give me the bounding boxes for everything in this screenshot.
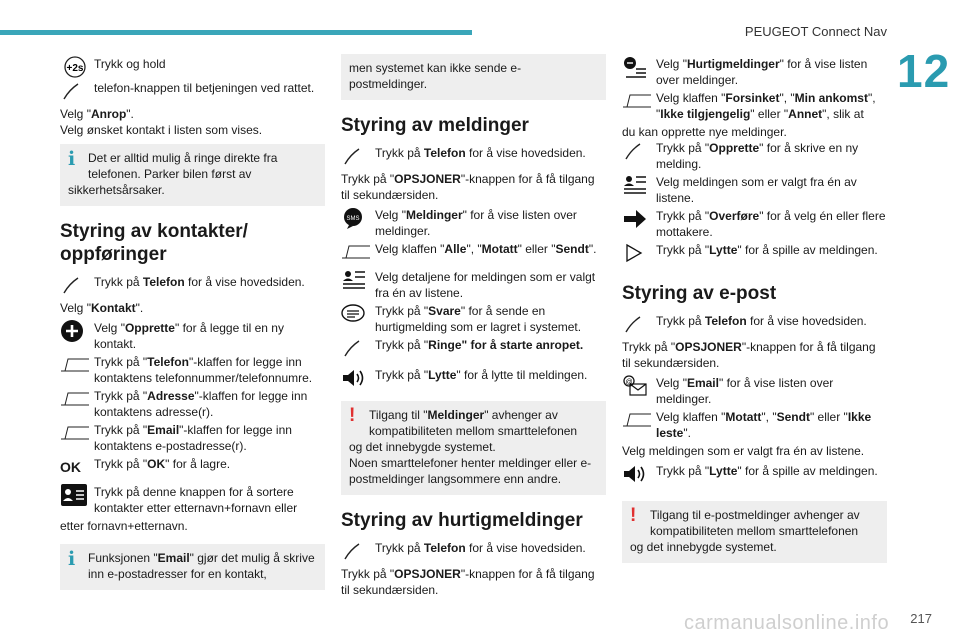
forward-arrow-icon — [622, 208, 656, 230]
svg-text:@: @ — [625, 379, 633, 386]
paragraph-options: Trykk på "OPSJONER"-knappen for å få tilgang til sekundærsiden. — [341, 172, 595, 202]
tap-icon — [341, 145, 375, 167]
tab-icon — [622, 90, 656, 112]
watermark: carmanualsonline.info — [684, 612, 890, 634]
tap-icon — [341, 337, 375, 359]
warning-icon: ! — [349, 405, 356, 426]
column-1 — [60, 56, 325, 598]
play-icon — [622, 242, 656, 264]
column-2 — [341, 56, 606, 602]
step-phone: Trykk på Telefon for å vise hovedsiden. — [341, 540, 606, 562]
step-text: telefon-knappen til betjeningen ved rattet. — [94, 81, 315, 95]
paragraph-options: Trykk på "OPSJONER"-knappen for å få tilgang til sekundærsiden. — [622, 340, 876, 370]
note-text-tail: og det innebygde systemet. — [630, 540, 777, 554]
chapter-number: 12 — [897, 45, 951, 97]
step-tab-quick: Velg klaffen "Forsinket", "Min ankomst", "Ikke tilgjengelig" eller "Annet", slik at — [622, 90, 887, 122]
sort-contacts-icon — [60, 484, 94, 506]
add-circle-icon — [60, 320, 94, 342]
step-ok: OK Trykk på "OK" for å lagre. — [60, 456, 325, 478]
sort-text-tail: etter fornavn+etternavn. — [60, 519, 188, 533]
info-note-continued: men systemet kan ikke sende e-postmeldinger. — [341, 54, 606, 100]
paragraph-options: Trykk på "OPSJONER"-knappen for å få tilgang til sekundærsiden. — [341, 567, 595, 597]
step-tab-email: Trykk på "Email"-klaffen for legge inn kontaktens e-postadresse(r). — [60, 422, 325, 454]
speaker-icon — [622, 463, 656, 485]
step-quick-messages: Velg "Hurtigmeldinger" for å vise listen over meldinger. — [622, 56, 887, 88]
step-phone: Trykk på Telefon for å vise hovedsiden. — [60, 274, 325, 296]
tap-icon — [622, 313, 656, 335]
info-note-email: i Funksjonen "Email" gjør det mulig å skrive inn e-postadresser for en kontakt, — [60, 544, 325, 590]
tab-icon — [341, 241, 375, 263]
step-hold — [60, 56, 325, 78]
svg-text:SMS: SMS — [346, 216, 360, 222]
quick-message-icon — [622, 56, 656, 78]
info-icon: i — [68, 548, 76, 570]
step-create: Trykk på "Opprette" for å skrive en ny melding. — [622, 140, 887, 172]
section-heading-quick-messages: Styring av hurtigmeldinger — [341, 510, 583, 531]
step-phone: Trykk på Telefon for å vise hovedsiden. — [622, 313, 887, 335]
tab-icon — [60, 422, 94, 444]
page-number: 217 — [910, 611, 932, 626]
tab-icon — [622, 409, 656, 431]
step-phone: Trykk på Telefon for å vise hovedsiden. — [341, 145, 606, 167]
message-details-icon — [622, 174, 656, 196]
info-icon: i — [68, 148, 76, 170]
step-tab-email: Velg klaffen "Motatt", "Sendt" eller "Ikke leste". — [622, 409, 887, 441]
page-header-title: PEUGEOT Connect Nav — [744, 24, 887, 39]
step-listen: Trykk på "Lytte" for å spille av meldingen. — [622, 463, 887, 485]
reply-message-icon — [341, 303, 375, 325]
warning-note: ! Tilgang til e-postmeldinger avhenger av kompatibiliteten mellom smarttelefonen og det innebygde systemet. — [622, 501, 887, 563]
speaker-icon — [341, 367, 375, 389]
step-sort: Trykk på denne knappen for å sortere kontakter etter etternavn+fornavn eller — [60, 484, 325, 516]
step-tab-filter: Velg klaffen "Alle", "Motatt" eller "Sendt". — [341, 241, 606, 263]
step-steering-phone — [60, 80, 325, 102]
paragraph-select: Velg meldingen som er valgt fra én av listene. — [622, 444, 865, 458]
tap-icon — [60, 274, 94, 296]
message-details-icon — [341, 269, 375, 291]
step-reply: Trykk på "Svare" for å sende en hurtigmelding som er lagret i systemet. — [341, 303, 606, 335]
ok-icon: OK — [60, 459, 81, 475]
tab-icon — [60, 354, 94, 376]
step-play: Trykk på "Lytte" for å spille av meldingen. — [622, 242, 887, 264]
header-bar — [0, 30, 472, 35]
info-note — [60, 144, 325, 206]
warning-icon: ! — [630, 505, 637, 526]
tap-icon — [60, 80, 94, 102]
section-heading-messages: Styring av meldinger — [341, 115, 529, 136]
section-heading-contacts: Styring av kontakter/ oppføringer — [60, 221, 248, 265]
step-call: Trykk på "Ringe" for å starte anropet. — [341, 337, 606, 359]
step-create: Velg "Opprette" for å legge til en ny kontakt. — [60, 320, 325, 352]
sms-icon — [341, 207, 375, 229]
tap-icon — [341, 540, 375, 562]
note-text-tail: sikkerhetsårsaker. — [68, 183, 165, 197]
step-details: Velg detaljene for meldingen som er valgt fra én av listene. — [341, 269, 606, 301]
note-text-tail: og det innebygde systemet. Noen smarttelefoner henter meldinger eller e-postmeldinger langsommere enn andre. — [349, 440, 592, 486]
step-tab-address: Trykk på "Adresse"-klaffen for legge inn kontaktens adresse(r). — [60, 388, 325, 420]
section-heading-email: Styring av e-post — [622, 283, 777, 304]
paragraph-kontakt: Velg "Kontakt". — [60, 301, 144, 315]
tab-icon — [60, 388, 94, 410]
tab-text-tail: du kan opprette nye meldinger. — [622, 125, 787, 139]
step-tab-phone: Trykk på "Telefon"-klaffen for legge inn kontaktens telefonnummer/telefonnumre. — [60, 354, 325, 386]
email-icon — [622, 375, 656, 397]
hold-2s-icon — [60, 56, 94, 78]
step-email: @ Velg "Email" for å vise listen over meldinger. — [622, 375, 887, 407]
step-forward: Trykk på "Overføre" for å velg én eller flere mottakere. — [622, 208, 887, 240]
step-select-message: Velg meldingen som er valgt fra én av listene. — [622, 174, 887, 206]
note-text: Det er alltid mulig å ringe direkte fra telefonen. Parker bilen først av — [88, 151, 278, 181]
warning-note: ! Tilgang til "Meldinger" avhenger av kompatibiliteten mellom smarttelefonen og det innebygde systemet. Noen smarttelefoner henter meldinger eller e-postmeldinger langsommere enn andre. — [341, 401, 606, 495]
column-3 — [622, 56, 887, 571]
tap-icon — [622, 140, 656, 162]
paragraph-anrop: Velg "Anrop". Velg ønsket kontakt i listen som vises. — [60, 107, 263, 137]
step-messages: SMS Velg "Meldinger" for å vise listen over meldinger. — [341, 207, 606, 239]
hold-label: +2s — [66, 63, 84, 74]
step-listen: Trykk på "Lytte" for å lytte til meldingen. — [341, 367, 606, 389]
step-text: Trykk og hold — [94, 57, 166, 71]
